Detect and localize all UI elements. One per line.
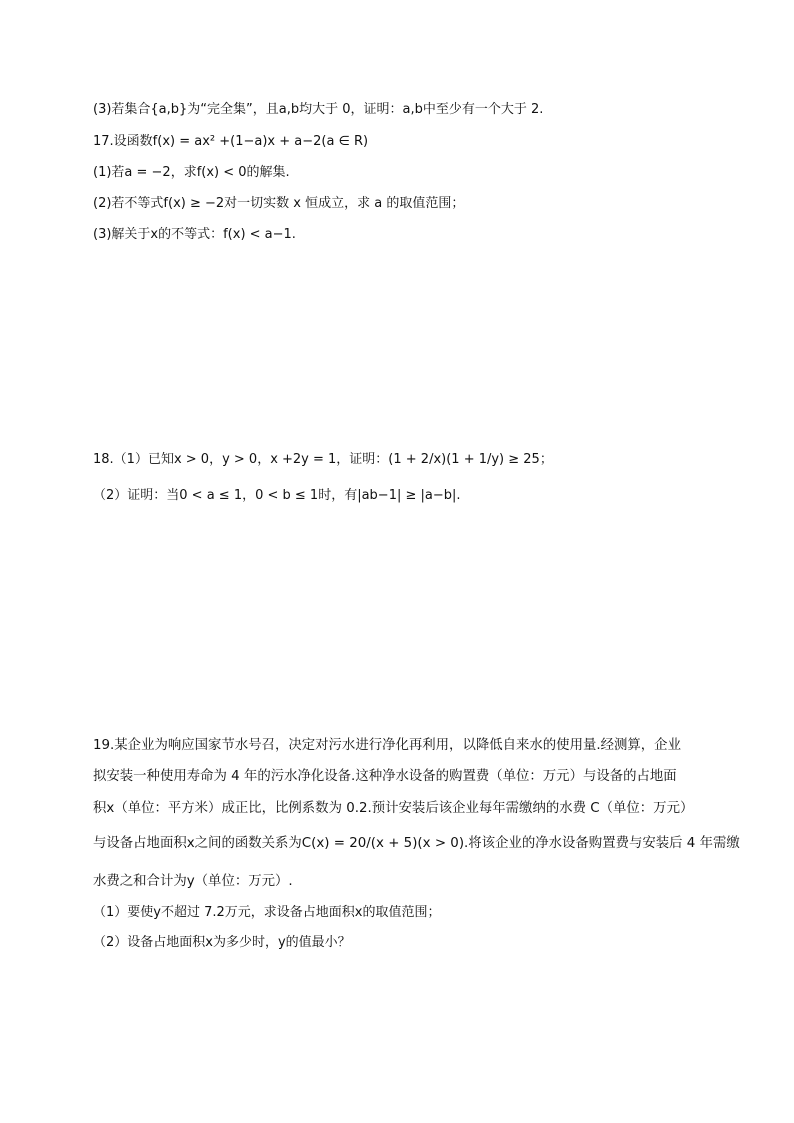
q16-part3: (3)若集合{a,b}为“完全集”，且a,b均大于 0，证明：a,b中至少有一个大于 2. xyxy=(93,102,544,117)
q19-line1: 19.某企业为响应国家节水号召，决定对污水进行净化再利用，以降低自来水的使用量.经测算，企业 xyxy=(93,738,681,753)
q19-line4: 与设备占地面积x之间的函数关系为C(x) = 20/(x + 5)(x > 0).将该企业的净水设备购置费与安装后 4 年需缴 xyxy=(93,836,740,851)
q17-part3: (3)解关于x的不等式：f(x) < a−1. xyxy=(93,227,296,242)
q17-stem: 17.设函数f(x) = ax² +(1−a)x + a−2(a ∈ R) xyxy=(93,134,369,149)
q17-part1: (1)若a = −2，求f(x) < 0的解集. xyxy=(93,165,290,180)
q19-part2: （2）设备占地面积x为多少时，y的值最小？ xyxy=(93,935,351,950)
q19-line5: 水费之和合计为y（单位：万元）. xyxy=(93,874,293,889)
q17-part2: (2)若不等式f(x) ≥ −2对一切实数 x 恒成立，求 a 的取值范围； xyxy=(93,196,465,211)
q18-part1: 18.（1）已知x > 0，y > 0，x +2y = 1，证明：(1 + 2/x)(1 + 1/y) ≥ 25； xyxy=(93,452,553,467)
q18-part2: （2）证明：当0 < a ≤ 1，0 < b ≤ 1时，有|ab−1| ≥ |a−b|. xyxy=(93,488,461,503)
q19-part1: （1）要使y不超过 7.2万元，求设备占地面积x的取值范围； xyxy=(93,905,441,920)
q19-line2: 拟安装一种使用寿命为 4 年的污水净化设备.这种净水设备的购置费（单位：万元）与设备的占地面 xyxy=(93,769,677,784)
q19-line3: 积x（单位：平方米）成正比，比例系数为 0.2.预计安装后该企业每年需缴纳的水费 C（单位：万元） xyxy=(93,801,694,816)
